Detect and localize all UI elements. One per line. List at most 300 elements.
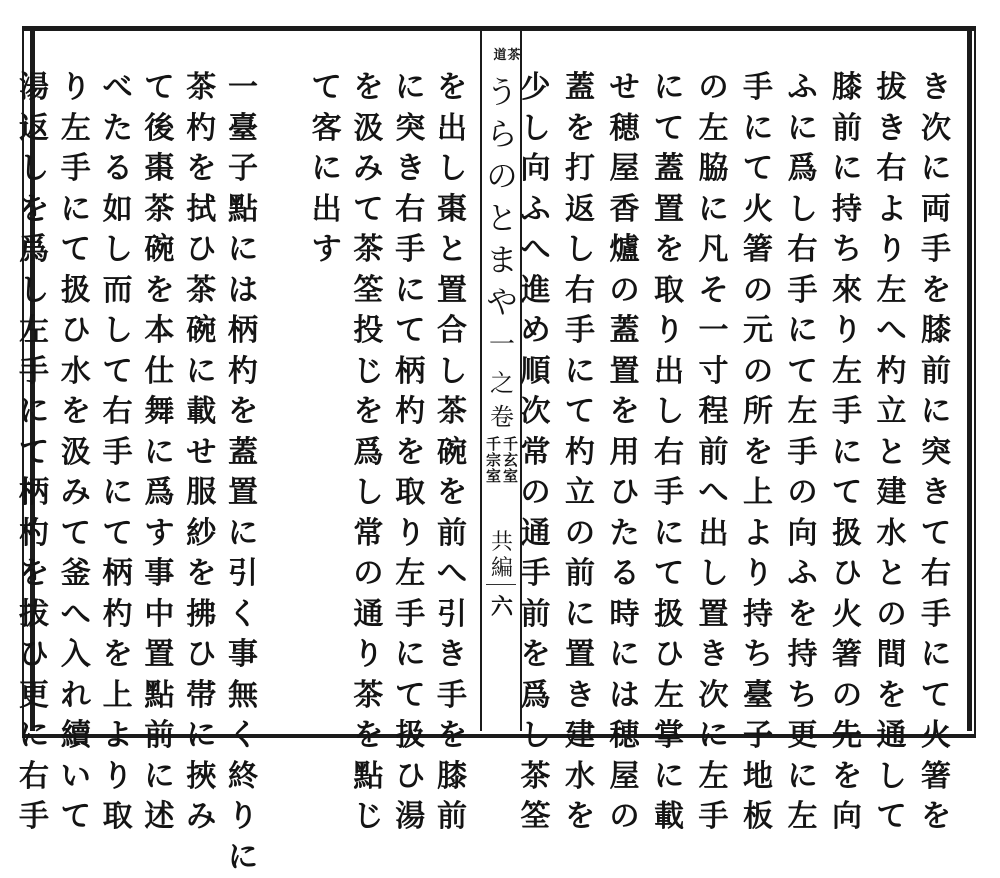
text-char: 間 [872, 635, 912, 676]
text-char: り [738, 554, 778, 595]
text-char: 屋 [605, 757, 645, 798]
text-char: 扱 [390, 716, 430, 757]
text-char: 挾 [181, 757, 221, 798]
text-char: を [916, 271, 956, 312]
text-char: ち [738, 635, 778, 676]
author-char: 千 [503, 436, 518, 452]
text-char: 手 [783, 271, 823, 312]
text-char: 一 [694, 311, 734, 352]
text-char: そ [694, 271, 734, 312]
text-char: て [738, 149, 778, 190]
text-char: 火 [827, 595, 867, 636]
text-char: 碗 [432, 433, 472, 474]
text-char: り [649, 311, 689, 352]
text-char: 寸 [694, 352, 734, 393]
text-char: 事 [223, 635, 263, 676]
text-char: 左 [14, 311, 54, 352]
text-char: 常 [348, 514, 388, 555]
text-char: 杓 [14, 514, 54, 555]
text-char: て [390, 676, 430, 717]
text-char: し [872, 757, 912, 798]
text-char: 建 [560, 716, 600, 757]
text-char: ひ [181, 230, 221, 271]
text-char: 置 [694, 595, 734, 636]
text-char: 續 [56, 716, 96, 757]
text-char: め [516, 311, 556, 352]
text-char: 點 [139, 676, 179, 717]
text-column [348, 68, 388, 838]
text-column [307, 68, 347, 271]
text-char: く [223, 716, 263, 757]
text-column [223, 68, 263, 878]
text-char: 水 [560, 757, 600, 798]
text-char: ひ [605, 473, 645, 514]
text-char: 釜 [56, 554, 96, 595]
text-char: 掌 [649, 716, 689, 757]
text-char: 蓋 [649, 149, 689, 190]
text-char: 突 [916, 433, 956, 474]
text-char: に [14, 392, 54, 433]
text-char: 仕 [139, 352, 179, 393]
text-char: て [827, 473, 867, 514]
text-char: き [390, 149, 430, 190]
text-char: り [348, 635, 388, 676]
text-char: に [390, 271, 430, 312]
text-char: を [560, 797, 600, 838]
text-char: ふ [783, 68, 823, 109]
text-char: 取 [649, 271, 689, 312]
text-char: 扱 [827, 514, 867, 555]
text-char: 左 [649, 676, 689, 717]
text-char: 右 [916, 554, 956, 595]
text-char: へ [56, 595, 96, 636]
author-name [503, 436, 518, 484]
text-char: 凡 [694, 230, 734, 271]
text-char: て [14, 433, 54, 474]
text-char: 杓 [560, 433, 600, 474]
text-char: に [181, 716, 221, 757]
text-char: に [390, 635, 430, 676]
author-char: 室 [486, 468, 501, 484]
text-char: 載 [649, 797, 689, 838]
text-char: へ [872, 311, 912, 352]
text-char: 穂 [605, 109, 645, 150]
text-char: に [649, 757, 689, 798]
text-char: 合 [432, 311, 472, 352]
title-char: と [487, 198, 518, 240]
text-char: 前 [694, 433, 734, 474]
text-char: 膝 [432, 757, 472, 798]
text-char: に [139, 757, 179, 798]
text-char: 蓋 [560, 68, 600, 109]
text-char: 右 [872, 149, 912, 190]
text-char: 置 [560, 635, 600, 676]
text-char: 茶 [139, 190, 179, 231]
text-char: し [14, 149, 54, 190]
text-char: へ [516, 230, 556, 271]
text-char: を [181, 149, 221, 190]
text-char: 箸 [827, 635, 867, 676]
text-char: 次 [694, 676, 734, 717]
text-char: ち [783, 676, 823, 717]
text-char: を [516, 635, 556, 676]
text-char: 棗 [139, 149, 179, 190]
text-char: を [649, 230, 689, 271]
text-char: を [560, 109, 600, 150]
text-char: 上 [738, 473, 778, 514]
text-char: て [783, 352, 823, 393]
text-char: を [348, 716, 388, 757]
text-char: 手 [14, 797, 54, 838]
text-char: 前 [432, 797, 472, 838]
title-char: の [487, 156, 518, 198]
text-char: 扱 [56, 271, 96, 312]
text-char: に [649, 514, 689, 555]
text-char: 前 [827, 109, 867, 150]
text-char: に [916, 392, 956, 433]
text-char: 右 [560, 271, 600, 312]
text-char: き [916, 473, 956, 514]
text-char: 左 [783, 392, 823, 433]
text-char: 點 [223, 190, 263, 231]
text-char: 拔 [14, 595, 54, 636]
text-char: き [694, 635, 734, 676]
text-char: 杓 [872, 352, 912, 393]
text-char: を [916, 797, 956, 838]
text-char: し [783, 190, 823, 231]
text-char: き [872, 109, 912, 150]
author-char: 千 [486, 436, 501, 452]
text-char: ふ [783, 554, 823, 595]
text-char: に [738, 109, 778, 150]
text-char: 手 [916, 230, 956, 271]
text-char: 左 [827, 352, 867, 393]
text-char: 引 [432, 595, 472, 636]
text-char: て [56, 230, 96, 271]
title-char: 一 [489, 324, 515, 366]
text-char: 汲 [348, 109, 388, 150]
text-char: 置 [605, 352, 645, 393]
text-char: 次 [516, 392, 556, 433]
text-char: 右 [14, 757, 54, 798]
text-char: よ [98, 716, 138, 757]
text-char: 後 [139, 109, 179, 150]
text-char: へ [432, 554, 472, 595]
text-char: 爲 [348, 433, 388, 474]
text-char: よ [872, 190, 912, 231]
text-char: 前 [916, 352, 956, 393]
text-char: じ [348, 797, 388, 838]
text-char: に [181, 352, 221, 393]
text-char: し [516, 109, 556, 150]
text-char: 前 [432, 514, 472, 555]
text-char: 柄 [390, 352, 430, 393]
text-char: 手 [56, 149, 96, 190]
text-char: の [605, 271, 645, 312]
text-char: 如 [98, 190, 138, 231]
text-char: き [560, 676, 600, 717]
text-char: ひ [14, 635, 54, 676]
text-char: を [605, 392, 645, 433]
author-names [484, 436, 520, 484]
text-char: 取 [390, 473, 430, 514]
title-char: ら [487, 114, 518, 156]
text-char: ひ [56, 311, 96, 352]
text-char: 手 [390, 595, 430, 636]
text-char: た [605, 514, 645, 555]
text-char: り [98, 757, 138, 798]
text-char: 茶 [348, 676, 388, 717]
text-column [694, 68, 734, 838]
text-char: 柄 [98, 554, 138, 595]
text-char: の [516, 473, 556, 514]
text-char: 出 [694, 514, 734, 555]
text-char: 膝 [827, 68, 867, 109]
text-char: み [348, 149, 388, 190]
text-char: る [605, 554, 645, 595]
text-char: に [56, 190, 96, 231]
text-char: の [560, 514, 600, 555]
text-char: 手 [390, 230, 430, 271]
running-title [483, 72, 521, 434]
text-char: の [738, 271, 778, 312]
text-char: 置 [139, 635, 179, 676]
text-char: 手 [560, 311, 600, 352]
text-char: 前 [139, 716, 179, 757]
text-char: を [181, 554, 221, 595]
text-char: し [560, 230, 600, 271]
coauthor-char: 編 [491, 556, 513, 582]
text-char: 拂 [181, 595, 221, 636]
text-char: 茶 [348, 230, 388, 271]
text-char: 手 [432, 676, 472, 717]
text-column [98, 68, 138, 838]
text-char: に [560, 352, 600, 393]
text-char: て [98, 514, 138, 555]
author-char: 宗 [486, 452, 501, 468]
text-char: す [307, 230, 347, 271]
text-char: 膝 [916, 311, 956, 352]
text-char: 棗 [432, 190, 472, 231]
text-char: を [98, 635, 138, 676]
text-char: 右 [783, 230, 823, 271]
text-char: 本 [139, 311, 179, 352]
text-char: 舞 [139, 392, 179, 433]
text-char: 左 [783, 797, 823, 838]
text-char: 客 [307, 109, 347, 150]
text-char: 両 [916, 190, 956, 231]
text-char: ひ [649, 635, 689, 676]
text-char: せ [181, 433, 221, 474]
text-char: 置 [223, 473, 263, 514]
text-char: 手 [516, 554, 556, 595]
text-char: に [694, 716, 734, 757]
text-char: 引 [223, 554, 263, 595]
text-char: 出 [649, 352, 689, 393]
text-char: を [827, 757, 867, 798]
text-char: 突 [390, 109, 430, 150]
text-char: ひ [390, 757, 430, 798]
text-char: に [14, 716, 54, 757]
text-column [916, 68, 956, 838]
text-char: を [139, 271, 179, 312]
text-char: 臺 [738, 676, 778, 717]
text-char: 拭 [181, 190, 221, 231]
text-char: て [56, 797, 96, 838]
text-char: 少 [516, 68, 556, 109]
text-char: 述 [139, 797, 179, 838]
text-char: 持 [827, 190, 867, 231]
text-column [827, 68, 867, 838]
text-char: 向 [783, 514, 823, 555]
margin-seal [492, 44, 522, 63]
text-char: 紗 [181, 514, 221, 555]
text-char: 左 [390, 554, 430, 595]
seal-char: 茶 [508, 44, 521, 63]
text-char: を [783, 595, 823, 636]
text-char: し [516, 716, 556, 757]
text-char: 右 [390, 190, 430, 231]
text-char: 手 [14, 352, 54, 393]
text-char: 元 [738, 311, 778, 352]
text-char: 杓 [98, 595, 138, 636]
text-char: 箸 [738, 230, 778, 271]
text-char: を [432, 473, 472, 514]
text-char: 上 [98, 676, 138, 717]
text-char: ふ [516, 190, 556, 231]
text-char: り [872, 230, 912, 271]
text-char: 程 [694, 392, 734, 433]
text-char: 茶 [432, 392, 472, 433]
text-char: 茶 [181, 271, 221, 312]
text-char: 火 [916, 716, 956, 757]
text-char: 湯 [14, 68, 54, 109]
text-char: 箸 [916, 757, 956, 798]
text-char: し [14, 271, 54, 312]
text-char: き [432, 635, 472, 676]
text-char: り [390, 514, 430, 555]
text-char: 手 [827, 392, 867, 433]
text-char: 持 [783, 635, 823, 676]
text-char: し [98, 311, 138, 352]
text-char: 子 [738, 716, 778, 757]
text-char: に [390, 68, 430, 109]
text-char: し [348, 473, 388, 514]
text-char: 手 [694, 797, 734, 838]
text-char: 立 [872, 392, 912, 433]
text-char: 出 [307, 190, 347, 231]
text-char: に [916, 149, 956, 190]
text-char: 左 [56, 109, 96, 150]
text-char: 筌 [516, 797, 556, 838]
text-char: 茶 [181, 68, 221, 109]
text-char: 投 [348, 311, 388, 352]
text-char: て [916, 676, 956, 717]
text-char: 板 [738, 797, 778, 838]
text-char: 返 [560, 190, 600, 231]
text-char: は [605, 676, 645, 717]
text-char: に [98, 473, 138, 514]
text-char: て [560, 392, 600, 433]
text-char: す [139, 514, 179, 555]
text-char: に [827, 433, 867, 474]
text-char: 持 [738, 595, 778, 636]
text-char: に [307, 149, 347, 190]
text-char: べ [98, 68, 138, 109]
text-char: 而 [98, 271, 138, 312]
text-char: 所 [738, 392, 778, 433]
text-char: 爲 [783, 149, 823, 190]
text-char: 手 [98, 433, 138, 474]
text-char: へ [694, 473, 734, 514]
text-char: の [783, 473, 823, 514]
text-char: 左 [694, 757, 734, 798]
text-char: 通 [872, 716, 912, 757]
text-char: 時 [605, 595, 645, 636]
text-char: に [783, 109, 823, 150]
text-char: 向 [516, 149, 556, 190]
text-char: 脇 [694, 149, 734, 190]
text-char: 終 [223, 757, 263, 798]
text-char: 進 [516, 271, 556, 312]
text-char: し [694, 554, 734, 595]
text-column [390, 68, 430, 838]
text-char: 扱 [649, 595, 689, 636]
text-char: は [223, 271, 263, 312]
text-char: 碗 [181, 311, 221, 352]
text-char: て [139, 68, 179, 109]
text-char: 右 [649, 433, 689, 474]
text-char: 事 [139, 554, 179, 595]
text-char: を [223, 392, 263, 433]
text-char: 手 [738, 68, 778, 109]
text-char: て [348, 190, 388, 231]
text-char: 柄 [223, 311, 263, 352]
text-column [181, 68, 221, 838]
text-char: て [649, 109, 689, 150]
text-char: に [223, 514, 263, 555]
text-char: を [14, 554, 54, 595]
text-char: る [98, 149, 138, 190]
text-char: 更 [783, 716, 823, 757]
text-char: 水 [56, 352, 96, 393]
text-char: て [916, 514, 956, 555]
text-char: き [916, 68, 956, 109]
text-char: く [223, 595, 263, 636]
text-char: 水 [872, 514, 912, 555]
text-char: て [872, 797, 912, 838]
text-char: 中 [139, 595, 179, 636]
text-char: 更 [14, 676, 54, 717]
text-char: 入 [56, 635, 96, 676]
text-char: を [390, 433, 430, 474]
text-char: 向 [827, 797, 867, 838]
text-char: 來 [827, 271, 867, 312]
text-char: 拔 [872, 68, 912, 109]
text-column [432, 68, 472, 838]
text-char: り [827, 311, 867, 352]
text-char: に [605, 635, 645, 676]
text-char: 左 [694, 109, 734, 150]
text-column [783, 68, 823, 838]
seal-char: 道 [493, 44, 506, 63]
text-char: 一 [223, 68, 263, 109]
text-char: 出 [432, 109, 472, 150]
text-char: 點 [348, 757, 388, 798]
text-char: 穂 [605, 716, 645, 757]
text-char: 杓 [390, 392, 430, 433]
text-char: を [432, 716, 472, 757]
